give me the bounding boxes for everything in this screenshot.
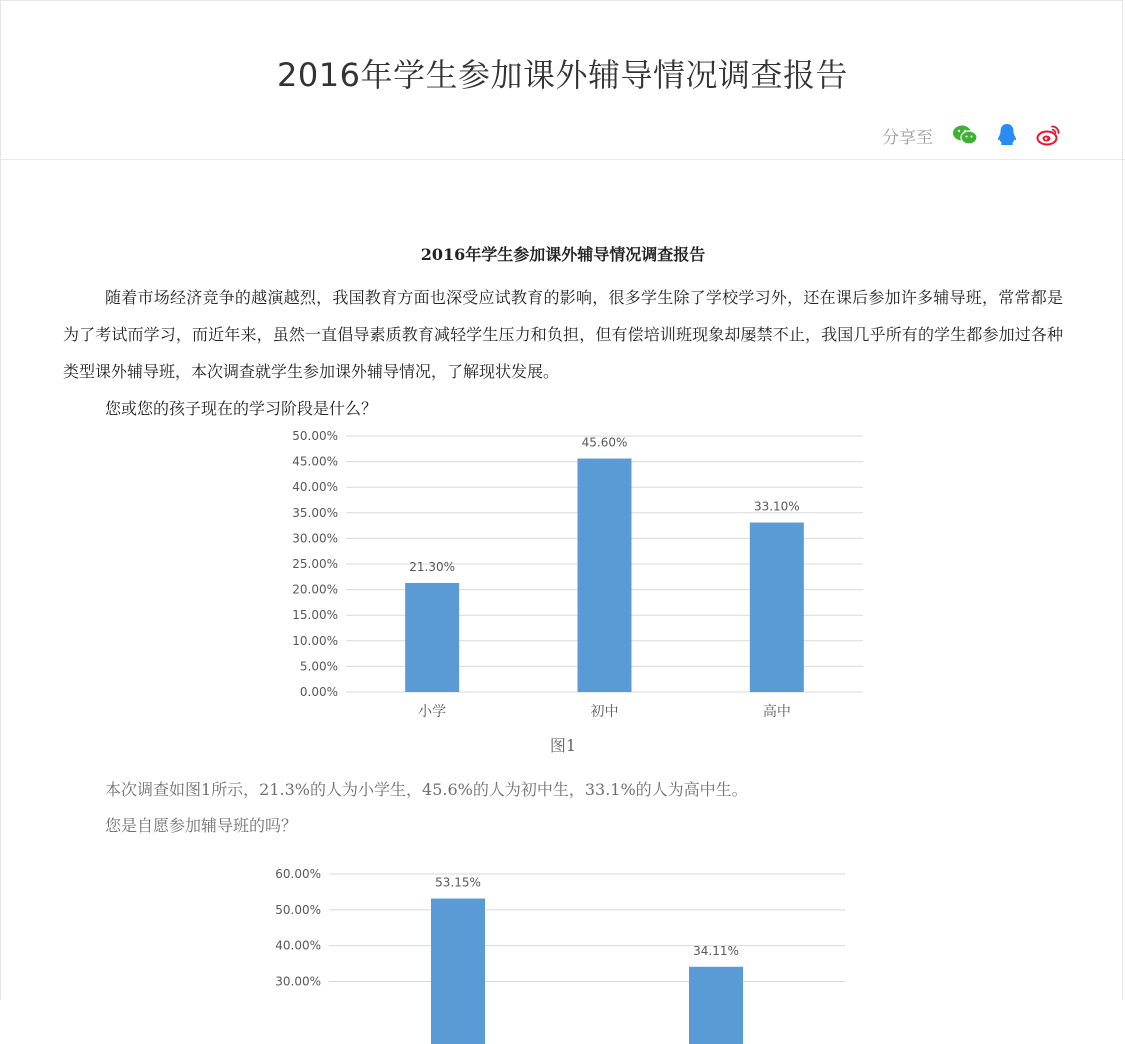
y-tick-label: 5.00% xyxy=(299,659,338,674)
share-label: 分享至 xyxy=(882,127,933,148)
data-label: 33.10% xyxy=(753,499,800,514)
y-tick-label: 45.00% xyxy=(292,454,338,469)
data-label: 53.15% xyxy=(435,875,481,890)
y-tick-label: 50.00% xyxy=(275,902,321,917)
wechat-icon[interactable] xyxy=(951,121,979,149)
x-category-label: 小学 xyxy=(418,704,447,720)
chart-1-svg xyxy=(63,424,1063,730)
bar xyxy=(578,459,632,692)
share-bar xyxy=(882,120,1063,150)
article-body xyxy=(63,240,1063,1044)
y-tick-label: 30.00% xyxy=(292,531,338,546)
y-tick-label: 10.00% xyxy=(292,633,338,648)
y-tick-label: 60.00% xyxy=(275,867,321,881)
summary-1: 本次调查如图1所示，21.3%的人为小学生，45.6%的人为初中生，33.1%的人为高中生。 xyxy=(105,780,748,799)
data-label: 45.60% xyxy=(581,435,628,450)
question-2: 您是自愿参加辅导班的吗？ xyxy=(105,816,298,835)
intro-paragraph: 随着市场经济竞争的越演越烈，我国教育方面也深受应试教育的影响，很多学生除了学校学习外，还在课后参加许多辅导班，常常都是为了考试而学习，而近年来，虽然一直倡导素质教育减轻学生压力和负担，但有偿培训班现象却屡禁不止，我国几乎所有的学生都参加过各种类型课外辅导班，本次调查就学生参加课外辅导情况，了解现状发展。 xyxy=(63,288,1063,381)
y-tick-label: 40.00% xyxy=(292,480,338,495)
figure-caption-1: 图1 xyxy=(549,736,577,755)
bar xyxy=(750,523,804,692)
article-heading: 2016年学生参加课外辅导情况调查报告 xyxy=(420,245,706,264)
question-1: 您或您的孩子现在的学习阶段是什么？ xyxy=(105,399,378,418)
weibo-icon[interactable] xyxy=(1035,121,1063,149)
x-category-label: 高中 xyxy=(762,704,791,720)
bar xyxy=(431,899,485,1044)
y-tick-label: 50.00% xyxy=(292,429,338,443)
y-tick-label: 15.00% xyxy=(292,608,338,623)
y-tick-label: 35.00% xyxy=(292,505,338,520)
data-label: 21.30% xyxy=(409,559,456,574)
x-category-label: 初中 xyxy=(590,704,619,720)
qq-icon[interactable] xyxy=(993,121,1021,149)
bar xyxy=(689,967,743,1044)
chart-1 xyxy=(63,424,1063,730)
y-tick-label: 0.00% xyxy=(299,685,338,699)
article-header xyxy=(0,0,1125,160)
y-tick-label: 40.00% xyxy=(275,938,321,953)
y-tick-label: 25.00% xyxy=(292,557,338,571)
y-tick-label: 20.00% xyxy=(292,582,338,597)
y-tick-label: 30.00% xyxy=(275,974,321,989)
page-title: 2016年学生参加课外辅导情况调查报告 xyxy=(277,56,848,94)
chart-2-svg xyxy=(63,844,1063,1044)
data-label: 34.11% xyxy=(693,943,739,958)
bar xyxy=(405,583,459,692)
chart-2 xyxy=(63,844,1063,1044)
